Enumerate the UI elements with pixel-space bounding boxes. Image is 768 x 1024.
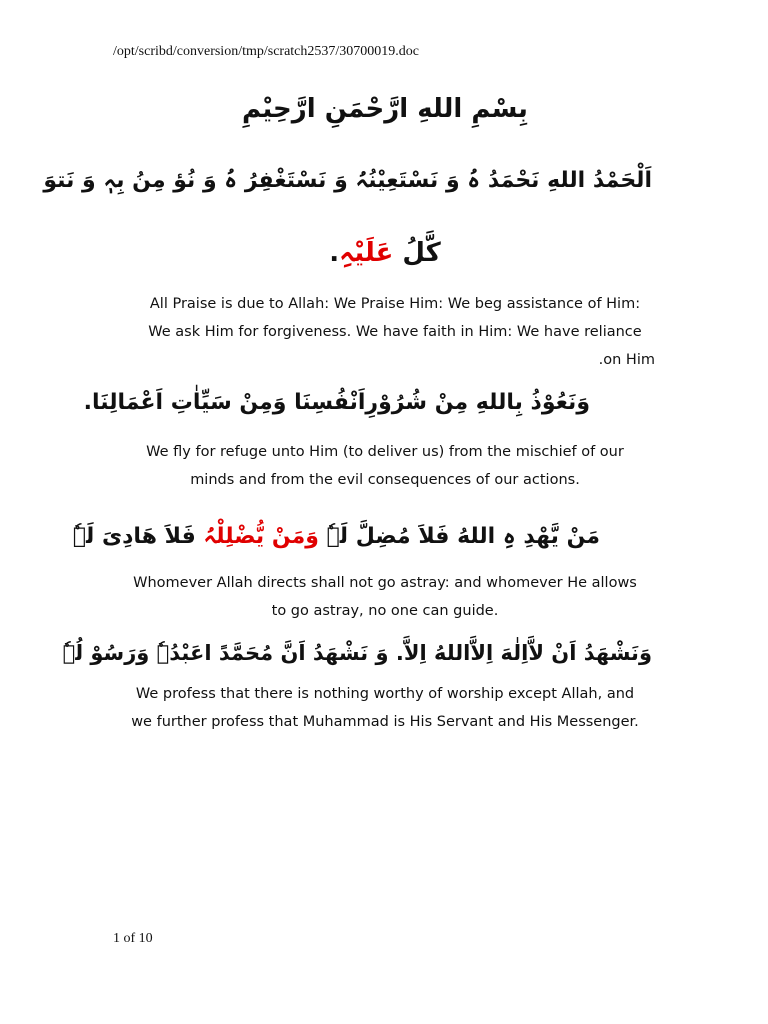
- arabic-verse-4-highlight: وَمَنْ يُّضْلِلْہُ: [203, 524, 319, 549]
- arabic-verse-3-text: وَنَعُوْذُ بِاللهِ مِنْ شُرُوْرِاَنْفُسِنَا وَمِنْ سَيِّاٰتِ اَعْمَالِنَا.: [83, 390, 590, 415]
- translation-line: Whomever Allah directs shall not go astray: and whomever He allows: [133, 575, 637, 591]
- bismillah-heading: [200, 94, 570, 124]
- arabic-verse-2-text: كَّلُ: [393, 238, 441, 268]
- arabic-verse-1-text: اَلْحَمْدُ اللهِ نَحْمَدُ ہُ وَ نَسْتَعِيْنُہُ وَ نَسْتَغْفِرُ ہُ وَ نُؤ مِنُ بِہٖ وَ نَتوَ: [43, 168, 652, 193]
- arabic-verse-4-text-b: فَلاَ هَادِیَ لَہٗ: [72, 524, 204, 549]
- arabic-verse-4-text-a: مَنْ يَّهْدِ ہِ اللهُ فَلاَ مُضِلَّ لَہٗ: [318, 524, 600, 549]
- translation-paragraph-3: [100, 569, 670, 625]
- translation-paragraph-4: [100, 680, 670, 736]
- translation-line: minds and from the evil consequences of our actions.: [190, 472, 580, 488]
- arabic-verse-2: [300, 238, 470, 268]
- arabic-verse-2-highlight: عَلَيْہِ: [339, 238, 394, 268]
- arabic-verse-3: [83, 390, 590, 415]
- translation-line: We ask Him for forgiveness. We have faith in Him: We have reliance: [148, 324, 642, 340]
- translation-line: .on Him: [598, 352, 655, 368]
- translation-line: We fly for refuge unto Him (to deliver us) from the mischief of our: [146, 444, 624, 460]
- arabic-verse-1: [43, 168, 652, 193]
- page-indicator: 1 of 10: [113, 931, 153, 946]
- translation-line: we further profess that Muhammad is His Servant and His Messenger.: [131, 714, 639, 730]
- arabic-verse-5-text: وَنَشْهَدُ اَنْ لاَّاِلٰهَ اِلاَّاللهُ اِلاَّ. وَ نَشْهَدُ اَنَّ مُحَمَّدً اعَبْدُہٗ وَرَسُوْ لُہٗ: [62, 641, 652, 665]
- arabic-verse-4: [72, 524, 600, 549]
- bismillah-text: بِسْمِ اللهِ ارَّحْمَنِ ارَّحِيْمِ: [242, 94, 528, 124]
- arabic-verse-2-end: .: [329, 238, 340, 268]
- translation-line: We profess that there is nothing worthy of worship except Allah, and: [135, 686, 635, 702]
- translation-paragraph-1: [110, 290, 680, 374]
- translation-line: to go astray, no one can guide.: [271, 603, 499, 619]
- file-path-header: /opt/scribd/conversion/tmp/scratch2537/30700019.doc: [113, 44, 420, 59]
- translation-paragraph-2: [110, 438, 660, 494]
- arabic-verse-5: [62, 641, 652, 665]
- translation-line: All Praise is due to Allah: We Praise Him: We beg assistance of Him:: [149, 296, 641, 312]
